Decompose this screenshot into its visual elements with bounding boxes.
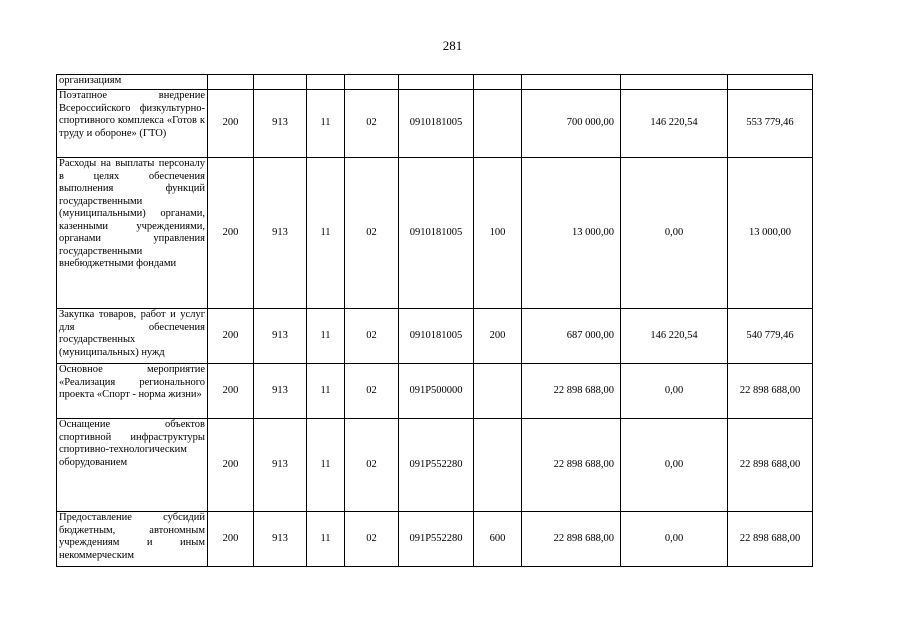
row-name-cell: организациям <box>57 75 208 90</box>
cell-grbs: 200 <box>208 90 254 158</box>
cell-section: 11 <box>307 364 345 419</box>
cell-executed: 0,00 <box>621 512 728 567</box>
budget-table <box>56 74 813 567</box>
cell-remaining: 22 898 688,00 <box>728 512 813 567</box>
cell-remaining: 22 898 688,00 <box>728 364 813 419</box>
cell-remaining: 13 000,00 <box>728 158 813 309</box>
cell-section <box>307 75 345 90</box>
cell-remaining: 553 779,46 <box>728 90 813 158</box>
cell-target-article: 0910181005 <box>399 158 474 309</box>
cell-expense-type <box>474 75 522 90</box>
cell-subsection <box>345 75 399 90</box>
cell-subsection: 02 <box>345 309 399 364</box>
cell-expense-type: 100 <box>474 158 522 309</box>
cell-code: 913 <box>254 364 307 419</box>
cell-subsection: 02 <box>345 364 399 419</box>
cell-code: 913 <box>254 158 307 309</box>
cell-plan: 22 898 688,00 <box>522 512 621 567</box>
cell-grbs: 200 <box>208 309 254 364</box>
row-name-cell: Предоставление субсидий бюджетным, автономным учреждениям и иным некоммерческим <box>57 512 208 567</box>
cell-grbs: 200 <box>208 158 254 309</box>
cell-plan: 687 000,00 <box>522 309 621 364</box>
cell-target-article: 0910181005 <box>399 90 474 158</box>
cell-target-article: 091P552280 <box>399 512 474 567</box>
cell-target-article: 091P552280 <box>399 419 474 512</box>
cell-subsection: 02 <box>345 158 399 309</box>
cell-executed: 146 220,54 <box>621 309 728 364</box>
table-row <box>57 364 813 419</box>
cell-grbs: 200 <box>208 419 254 512</box>
table-row <box>57 158 813 309</box>
cell-code: 913 <box>254 90 307 158</box>
table-row <box>57 90 813 158</box>
cell-plan: 22 898 688,00 <box>522 419 621 512</box>
table-row <box>57 419 813 512</box>
cell-remaining: 22 898 688,00 <box>728 419 813 512</box>
cell-expense-type <box>474 90 522 158</box>
cell-target-article: 0910181005 <box>399 309 474 364</box>
cell-code: 913 <box>254 512 307 567</box>
cell-subsection: 02 <box>345 512 399 567</box>
cell-remaining: 540 779,46 <box>728 309 813 364</box>
row-name-cell: Поэтапное внедрение Всероссийского физкультурно-спортивного комплекса «Готов к труду и обороне» (ГТО) <box>57 90 208 158</box>
cell-executed: 0,00 <box>621 419 728 512</box>
row-name-cell: Закупка товаров, работ и услуг для обеспечения государственных (муниципальных) нужд <box>57 309 208 364</box>
cell-plan: 13 000,00 <box>522 158 621 309</box>
cell-executed: 0,00 <box>621 158 728 309</box>
cell-section: 11 <box>307 419 345 512</box>
cell-executed: 146 220,54 <box>621 90 728 158</box>
cell-subsection: 02 <box>345 90 399 158</box>
table-row <box>57 309 813 364</box>
row-name-cell: Оснащение объектов спортивной инфраструктуры спортивно-технологическим оборудованием <box>57 419 208 512</box>
cell-remaining <box>728 75 813 90</box>
cell-target-article <box>399 75 474 90</box>
row-name-cell: Расходы на выплаты персоналу в целях обеспечения выполнения функций государственными (муниципальными) органами, казенными учреждениями, органами управления государственными внебюджетными фондами <box>57 158 208 309</box>
cell-plan <box>522 75 621 90</box>
cell-section: 11 <box>307 512 345 567</box>
cell-code <box>254 75 307 90</box>
page-number: 281 <box>442 38 463 53</box>
cell-plan: 700 000,00 <box>522 90 621 158</box>
cell-grbs: 200 <box>208 364 254 419</box>
cell-section: 11 <box>307 90 345 158</box>
cell-subsection: 02 <box>345 419 399 512</box>
cell-grbs <box>208 75 254 90</box>
cell-expense-type <box>474 419 522 512</box>
cell-executed: 0,00 <box>621 364 728 419</box>
cell-target-article: 091P500000 <box>399 364 474 419</box>
cell-section: 11 <box>307 158 345 309</box>
cell-code: 913 <box>254 419 307 512</box>
table-row <box>57 512 813 567</box>
cell-executed <box>621 75 728 90</box>
cell-expense-type: 600 <box>474 512 522 567</box>
row-name-cell: Основное мероприятие «Реализация регионального проекта «Спорт - норма жизни» <box>57 364 208 419</box>
table-row <box>57 75 813 90</box>
cell-section: 11 <box>307 309 345 364</box>
cell-code: 913 <box>254 309 307 364</box>
cell-expense-type <box>474 364 522 419</box>
cell-expense-type: 200 <box>474 309 522 364</box>
cell-plan: 22 898 688,00 <box>522 364 621 419</box>
cell-grbs: 200 <box>208 512 254 567</box>
